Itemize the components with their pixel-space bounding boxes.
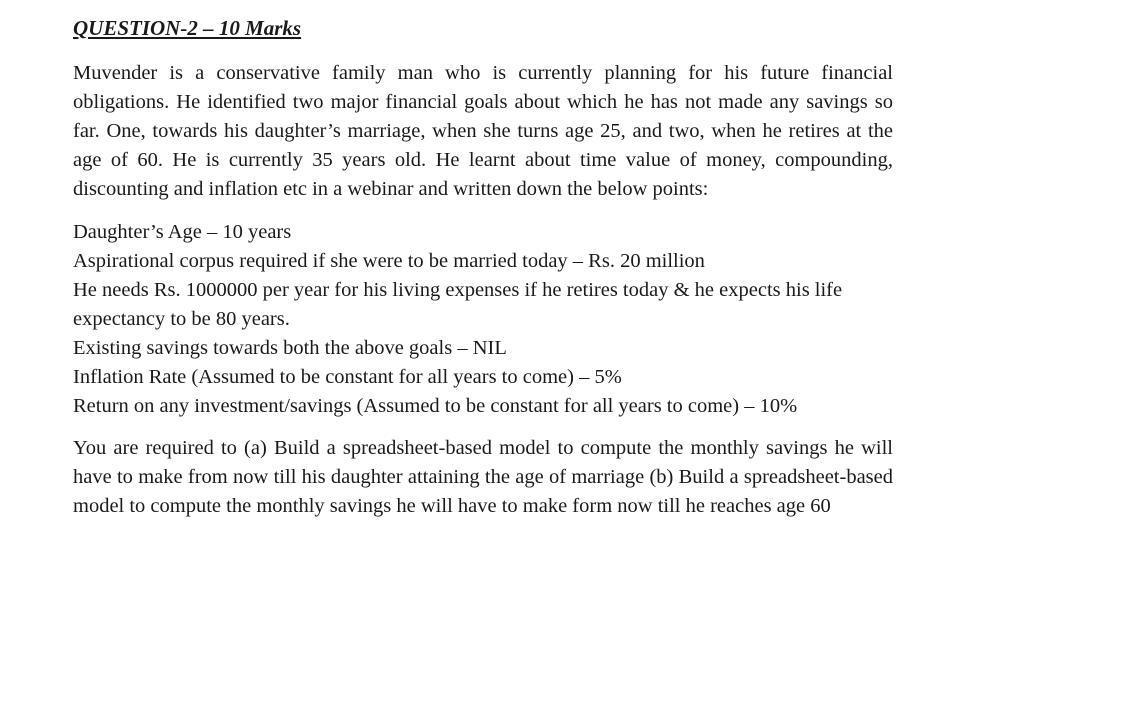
fact-living-expenses: He needs Rs. 1000000 per year for his living expenses if he retires today & he expects his life expectancy to be 80 years.: [73, 279, 843, 330]
question-heading: QUESTION-2 – 10 Marks: [73, 16, 302, 40]
task-paragraph: You are required to (a) Build a spreadsheet-based model to compute the monthly savings he will have to make from now till his daughter attaining the age of marriage (b) Build a spreadsheet-based model to compute the monthly savings he will have to make form now till he reaches age 60: [73, 437, 893, 517]
document-page: [73, 14, 893, 521]
fact-marriage-corpus: Aspirational corpus required if she were to be married today – Rs. 20 million: [73, 250, 705, 272]
facts-list: [73, 218, 893, 421]
fact-daughter-age: Daughter’s Age – 10 years: [73, 221, 292, 243]
fact-inflation-rate: Inflation Rate (Assumed to be constant for all years to come) – 5%: [73, 366, 622, 388]
fact-return-rate: Return on any investment/savings (Assumed to be constant for all years to come) – 10%: [73, 395, 798, 417]
intro-paragraph: Muvender is a conservative family man who is currently planning for his future financial obligations. He identified two major financial goals about which he has not made any savings so far. One, towards his daughter’s marriage, when she turns age 25, and two, when he retires at the age of 60. He is currently 35 years old. He learnt about time value of money, compounding, discounting and inflation etc in a webinar and written down the below points:: [73, 62, 893, 200]
fact-existing-savings: Existing savings towards both the above goals – NIL: [73, 337, 507, 359]
